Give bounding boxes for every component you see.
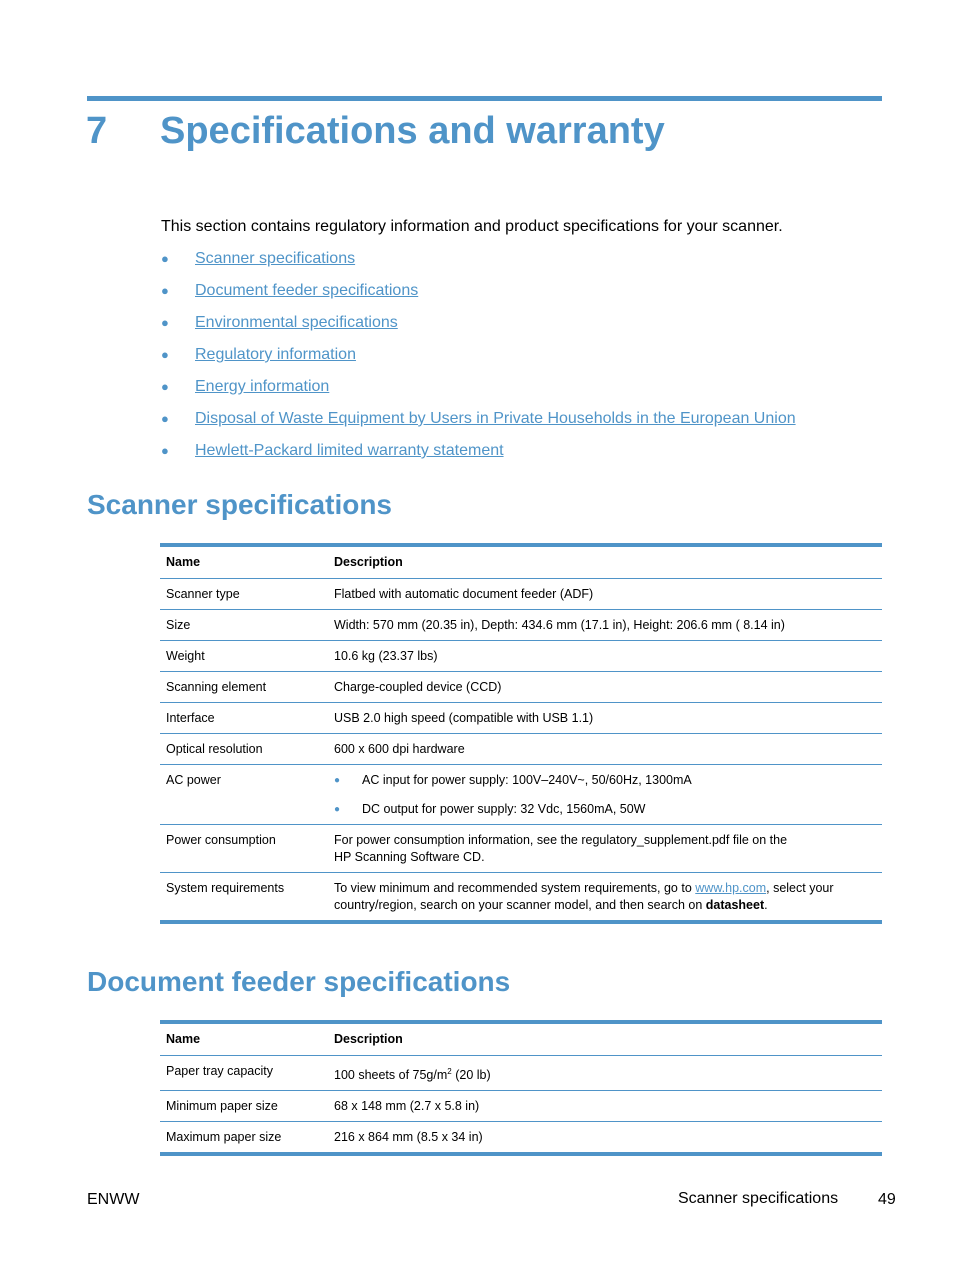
- ac-power-list: [334, 772, 876, 818]
- column-header-name: Name: [160, 545, 328, 579]
- spec-description: 600 x 600 dpi hardware: [328, 734, 882, 765]
- spec-description: Flatbed with automatic document feeder (ADF): [328, 579, 882, 610]
- footer-section-name: Scanner specifications: [678, 1190, 839, 1207]
- superscript-2: 2: [447, 1067, 452, 1076]
- spec-name: Optical resolution: [160, 734, 328, 765]
- table-row: [160, 1056, 882, 1091]
- table-row: [160, 734, 882, 765]
- spec-description: [328, 825, 882, 873]
- bullet-icon: ●: [161, 379, 169, 394]
- spec-description: 216 x 864 mm (8.5 x 34 in): [334, 1130, 483, 1145]
- spec-name: Size: [160, 610, 328, 641]
- chapter-title: Specifications and warranty: [160, 110, 665, 152]
- spec-name: Paper tray capacity: [160, 1056, 328, 1091]
- table-row: [160, 1122, 882, 1155]
- spec-name: System requirements: [166, 881, 285, 895]
- chapter-number: 7: [86, 110, 108, 152]
- dc-output-text: DC output for power supply: 32 Vdc, 1560mA, 50W: [362, 802, 646, 816]
- spec-name: Interface: [160, 703, 328, 734]
- page-number: 49: [878, 1191, 896, 1208]
- bullet-icon: ●: [161, 251, 169, 266]
- sysreq-line2-after: .: [764, 898, 768, 912]
- paper-tray-text: 100 sheets of 75g/m: [334, 1068, 448, 1083]
- table-row: [160, 641, 882, 672]
- section-title-document-feeder-specifications: Document feeder specifications: [87, 966, 511, 997]
- table-row: [160, 825, 882, 873]
- spec-description: [328, 765, 882, 825]
- toc-link-document-feeder-specifications[interactable]: Document feeder specifications: [195, 282, 419, 299]
- spec-name: Power consumption: [160, 825, 328, 873]
- bullet-icon: ●: [334, 775, 341, 786]
- spec-description: [328, 1056, 882, 1091]
- spec-name: Scanner type: [160, 579, 328, 610]
- bullet-icon: ●: [161, 283, 169, 298]
- sysreq-text-before: To view minimum and recommended system requirements, go to: [334, 881, 696, 895]
- spec-name: Scanning element: [160, 672, 328, 703]
- list-item: [334, 772, 876, 789]
- footer-label: ENWW: [87, 1191, 140, 1208]
- table-row: [160, 1091, 882, 1122]
- table-row: [160, 703, 882, 734]
- spec-description: [328, 873, 882, 923]
- column-header-description: Description: [328, 1022, 882, 1056]
- table-header-row: [160, 545, 882, 579]
- toc-link-regulatory-information[interactable]: Regulatory information: [195, 346, 356, 363]
- intro-paragraph: This section contains regulatory information and product specifications for your scanner.: [161, 218, 783, 235]
- chapter-rule: [87, 96, 882, 101]
- hp-website-link[interactable]: www.hp.com: [695, 881, 767, 895]
- table-row: [160, 579, 882, 610]
- spec-name: Minimum paper size: [160, 1091, 328, 1122]
- bullet-icon: ●: [161, 411, 169, 426]
- power-consumption-line-1: For power consumption information, see the regulatory_supplement.pdf file on the: [334, 833, 788, 847]
- list-item: [334, 801, 876, 818]
- column-header-description: Description: [328, 545, 882, 579]
- spec-description: USB 2.0 high speed (compatible with USB 1.1): [328, 703, 882, 734]
- spec-name: Weight: [160, 641, 328, 672]
- paper-tray-text-after: (20 lb): [451, 1068, 491, 1083]
- table-row: [160, 873, 882, 923]
- column-header-name: Name: [160, 1022, 328, 1056]
- bullet-icon: ●: [161, 443, 169, 458]
- toc-link-disposal-of-waste-equipment[interactable]: Disposal of Waste Equipment by Users in Private Households in the European Union: [195, 410, 796, 427]
- bullet-icon: ●: [161, 315, 169, 330]
- sysreq-line2-before: country/region, search on your scanner model, and then search on: [334, 898, 706, 912]
- scanner-specs-table: [160, 543, 882, 924]
- spec-description: 68 x 148 mm (2.7 x 5.8 in): [328, 1091, 882, 1122]
- section-title-scanner-specifications: Scanner specifications: [87, 489, 393, 520]
- document-feeder-specs-table: [160, 1020, 882, 1156]
- sysreq-text-after: , select your: [766, 881, 834, 895]
- toc-link-limited-warranty-statement[interactable]: Hewlett-Packard limited warranty statement: [195, 442, 504, 459]
- toc-link-scanner-specifications[interactable]: Scanner specifications: [195, 250, 356, 267]
- table-row: [160, 610, 882, 641]
- spec-description: Width: 570 mm (20.35 in), Depth: 434.6 mm (17.1 in), Height: 206.6 mm ( 8.14 in): [328, 610, 882, 641]
- spec-description: 10.6 kg (23.37 lbs): [328, 641, 882, 672]
- bullet-icon: ●: [161, 347, 169, 362]
- spec-description: Charge-coupled device (CCD): [328, 672, 882, 703]
- table-header-row: [160, 1022, 882, 1056]
- spec-name: AC power: [160, 765, 328, 825]
- power-consumption-line-2: HP Scanning Software CD.: [334, 850, 485, 864]
- sysreq-datasheet-keyword: datasheet: [705, 898, 765, 912]
- spec-name: Maximum paper size: [166, 1130, 282, 1145]
- bullet-icon: ●: [334, 804, 341, 815]
- toc-link-environmental-specifications[interactable]: Environmental specifications: [195, 314, 398, 331]
- toc-link-energy-information[interactable]: Energy information: [195, 378, 330, 395]
- table-row: [160, 765, 882, 825]
- ac-input-text: AC input for power supply: 100V–240V~, 50/60Hz, 1300mA: [362, 773, 692, 787]
- table-row: [160, 672, 882, 703]
